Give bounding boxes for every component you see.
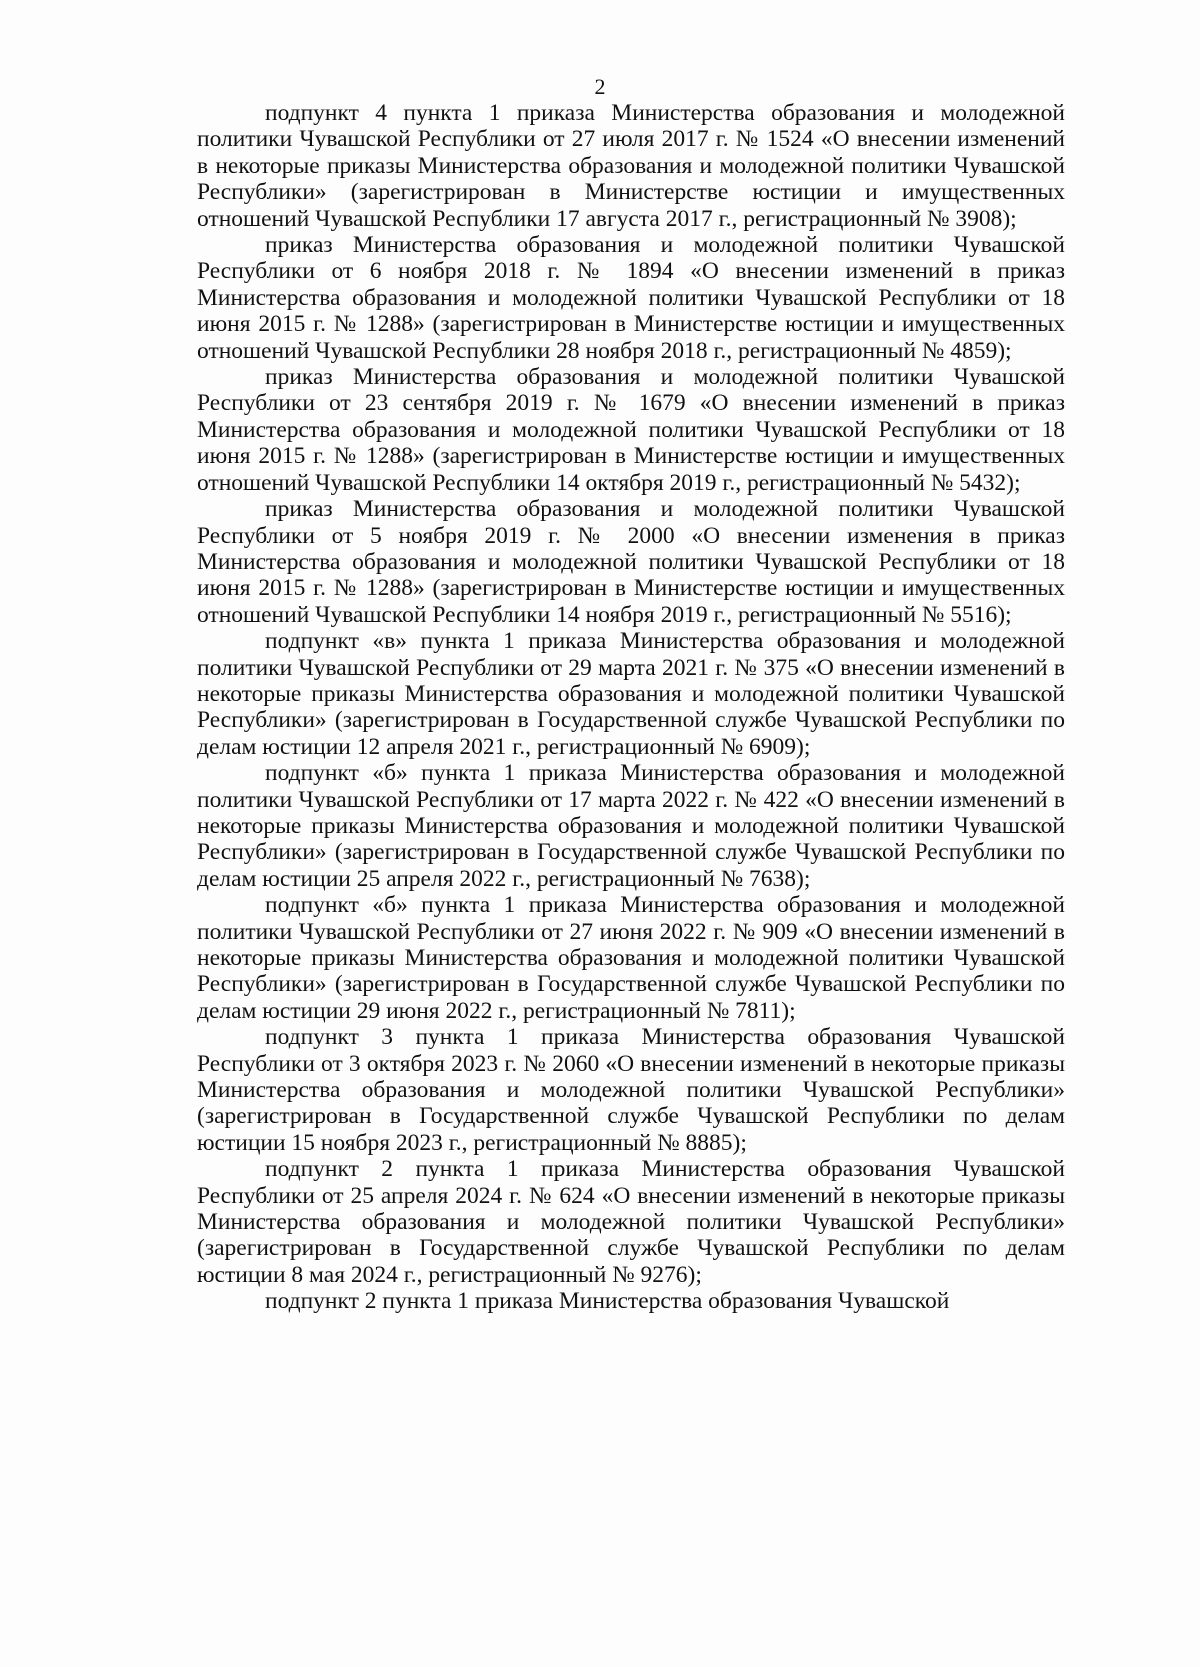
paragraph-4: приказ Министерства образования и молодежной политики Чувашской Республики от 5 ноября 2019 г. № 2000 «О внесении изменения в приказ Министерства образования и молодежной политики Чувашской Республики от 18 июня 2015 г. № 1288» (зарегистрирован в Министерстве юстиции и имущественных отношений Чувашской Республики 14 ноября 2019 г., регистрационный № 5516); xyxy=(197,496,1065,628)
page-number: 2 xyxy=(594,74,606,99)
paragraph-5: подпункт «в» пункта 1 приказа Министерства образования и молодежной политики Чувашской Республики от 29 марта 2021 г. № 375 «О внесении изменений в некоторые приказы Министерства образования и молодежной политики Чувашской Республики» (зарегистрирован в Государственной службе Чувашской Республики по делам юстиции 12 апреля 2021 г., регистрационный № 6909); xyxy=(197,628,1065,760)
paragraph-6: подпункт «б» пункта 1 приказа Министерства образования и молодежной политики Чувашской Республики от 17 марта 2022 г. № 422 «О внесении изменений в некоторые приказы Министерства образования и молодежной политики Чувашской Республики» (зарегистрирован в Государственной службе Чувашской Республики по делам юстиции 25 апреля 2022 г., регистрационный № 7638); xyxy=(197,760,1065,892)
paragraph-8: подпункт 3 пункта 1 приказа Министерства образования Чувашской Республики от 3 октября 2023 г. № 2060 «О внесении изменений в некоторые приказы Министерства образования и молодежной политики Чувашской Республики» (зарегистрирован в Государственной службе Чувашской Республики по делам юстиции 15 ноября 2023 г., регистрационный № 8885); xyxy=(197,1024,1065,1156)
paragraph-10-partial: подпункт 2 пункта 1 приказа Министерства образования Чувашской xyxy=(265,1288,950,1315)
paragraph-7: подпункт «б» пункта 1 приказа Министерства образования и молодежной политики Чувашской Республики от 27 июня 2022 г. № 909 «О внесении изменений в некоторые приказы Министерства образования и молодежной политики Чувашской Республики» (зарегистрирован в Государственной службе Чувашской Республики по делам юстиции 29 июня 2022 г., регистрационный № 7811); xyxy=(197,892,1065,1024)
paragraph-2: приказ Министерства образования и молодежной политики Чувашской Республики от 6 ноября 2018 г. № 1894 «О внесении изменений в приказ Министерства образования и молодежной политики Чувашской Республики от 18 июня 2015 г. № 1288» (зарегистрирован в Министерстве юстиции и имущественных отношений Чувашской Республики 28 ноября 2018 г., регистрационный № 4859); xyxy=(197,232,1065,364)
document-body xyxy=(197,100,1065,1315)
paragraph-9: подпункт 2 пункта 1 приказа Министерства образования Чувашской Республики от 25 апреля 2024 г. № 624 «О внесении изменений в некоторые приказы Министерства образования и молодежной политики Чувашской Республики» (зарегистрирован в Государственной службе Чувашской Республики по делам юстиции 8 мая 2024 г., регистрационный № 9276); xyxy=(197,1156,1065,1288)
paragraph-3: приказ Министерства образования и молодежной политики Чувашской Республики от 23 сентября 2019 г. № 1679 «О внесении изменений в приказ Министерства образования и молодежной политики Чувашской Республики от 18 июня 2015 г. № 1288» (зарегистрирован в Министерстве юстиции и имущественных отношений Чувашской Республики 14 октября 2019 г., регистрационный № 5432); xyxy=(197,364,1065,496)
paragraph-1: подпункт 4 пункта 1 приказа Министерства образования и молодежной политики Чувашской Республики от 27 июля 2017 г. № 1524 «О внесении изменений в некоторые приказы Министерства образования и молодежной политики Чувашской Республики» (зарегистрирован в Министерстве юстиции и имущественных отношений Чувашской Республики 17 августа 2017 г., регистрационный № 3908); xyxy=(197,100,1065,232)
